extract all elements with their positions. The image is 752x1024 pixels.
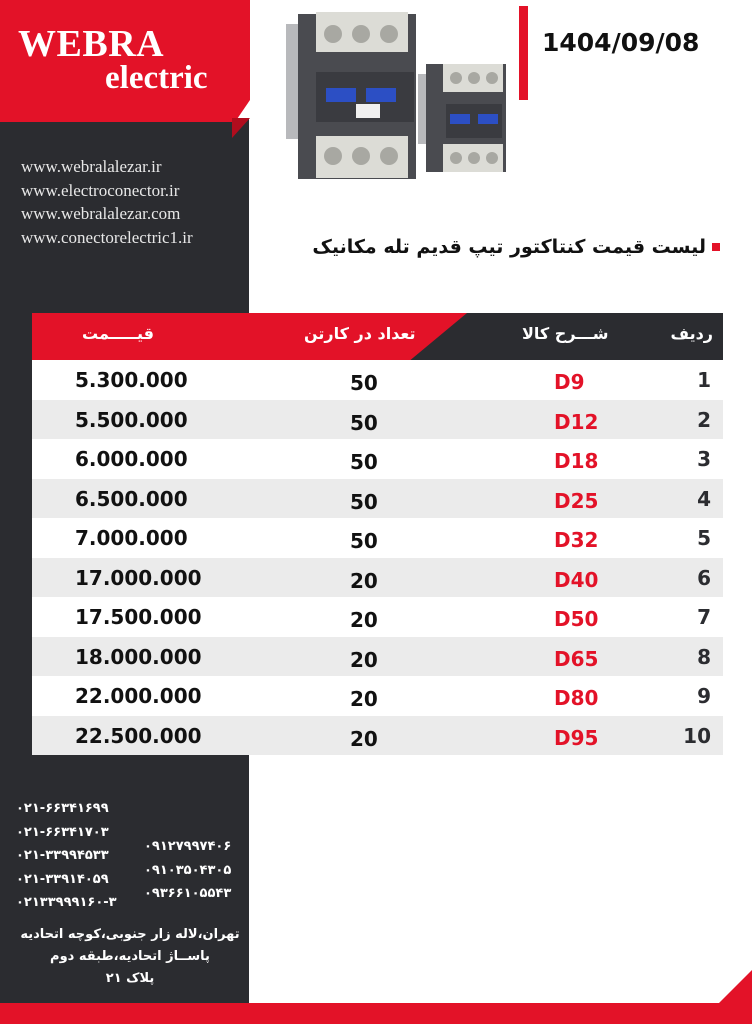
cell-quantity: 50 [350, 489, 378, 514]
table-header [32, 313, 723, 360]
contactor-product-image [278, 4, 523, 214]
website-link[interactable]: www.webralalezar.com [21, 204, 181, 223]
cell-price: 17.000.000 [75, 565, 202, 590]
table-row [32, 558, 723, 598]
cell-price: 22.500.000 [75, 723, 202, 748]
store-address [10, 924, 250, 990]
column-header-description: شـــرح کالا [522, 324, 609, 343]
column-header-quantity: تعداد در کارتن [304, 324, 416, 343]
table-row [32, 479, 723, 519]
cell-description: D9 [554, 370, 585, 394]
website-link[interactable]: www.conectorelectric1.ir [21, 227, 193, 247]
mobile-number[interactable]: ۰۹۱۲۷۹۹۷۴۰۶ [144, 839, 232, 854]
cell-quantity: 20 [350, 568, 378, 593]
date-accent-bar [519, 6, 528, 100]
cell-row-number: 9 [697, 684, 711, 708]
cell-price: 5.500.000 [75, 407, 188, 432]
cell-price: 6.500.000 [75, 486, 188, 511]
phone-number[interactable]: ۰۲۱-۳۳۹۹۴۵۳۳ [16, 848, 109, 863]
cell-price: 17.500.000 [75, 605, 202, 629]
brand-logo-tagline: electric [105, 60, 208, 96]
cell-description: D95 [554, 725, 599, 750]
cell-price: 7.000.000 [75, 526, 188, 550]
footer-band [0, 1003, 752, 1024]
website-link[interactable]: www.webralalezar.ir [21, 157, 162, 176]
cell-price: 5.300.000 [75, 368, 188, 392]
table-row [32, 400, 723, 440]
footer-corner-accent [718, 970, 752, 1004]
cell-quantity: 20 [350, 647, 378, 672]
price-list-date: 1404/09/08 [542, 28, 700, 57]
address-line: پلاک ۲۱ [105, 971, 155, 986]
cell-quantity: 50 [350, 529, 378, 553]
cell-row-number: 10 [683, 723, 711, 748]
cell-quantity: 20 [350, 608, 378, 632]
mobile-phone-list [144, 835, 231, 906]
cell-price: 22.000.000 [75, 684, 202, 708]
cell-row-number: 2 [697, 407, 711, 432]
table-row [32, 518, 723, 558]
cell-description: D12 [554, 409, 599, 434]
phone-number[interactable]: ۰۲۱-۶۶۳۴۱۶۹۹ [16, 801, 109, 816]
brand-logo-name: WEBRA [18, 23, 165, 65]
cell-quantity: 50 [350, 450, 378, 474]
cell-quantity: 50 [350, 410, 378, 435]
mobile-number[interactable]: ۰۹۳۶۶۱۰۵۵۴۳ [144, 886, 232, 901]
page-title [312, 236, 720, 258]
cell-price: 18.000.000 [75, 644, 202, 669]
website-list [21, 155, 193, 249]
table-row [32, 439, 723, 479]
cell-description: D32 [554, 528, 599, 552]
cell-row-number: 5 [697, 526, 711, 550]
cell-description: D80 [554, 686, 599, 710]
square-bullet-icon [712, 243, 720, 251]
phone-number[interactable]: ۰۲۱-۶۶۳۴۱۷۰۳ [16, 824, 109, 840]
cell-row-number: 6 [697, 565, 711, 590]
price-table [32, 313, 723, 755]
cell-description: D65 [554, 646, 599, 671]
cell-price: 6.000.000 [75, 447, 188, 471]
cell-description: D18 [554, 449, 599, 473]
table-row [32, 716, 723, 756]
column-header-price: قیـــــمت [82, 324, 155, 343]
phone-number[interactable]: ۰۲۱۳۳۹۹۹۱۶۰-۳ [16, 895, 117, 910]
mobile-number[interactable]: ۰۹۱۰۳۵۰۴۳۰۵ [144, 862, 232, 878]
cell-description: D40 [554, 567, 599, 592]
address-line: تهران،لاله زار جنوبی،کوچه اتحادیه [20, 927, 240, 942]
table-row [32, 676, 723, 716]
cell-row-number: 8 [697, 644, 711, 669]
cell-description: D50 [554, 607, 599, 631]
table-row [32, 597, 723, 637]
address-line: پاســاژ اتحادیه،طبقه دوم [50, 949, 210, 964]
phone-number[interactable]: ۰۲۱-۳۳۹۱۴۰۵۹ [16, 871, 109, 887]
website-link[interactable]: www.electroconector.ir [21, 180, 180, 200]
cell-row-number: 7 [697, 605, 711, 629]
column-header-row: ردیف [670, 324, 713, 343]
cell-quantity: 20 [350, 687, 378, 711]
table-row [32, 637, 723, 677]
page-title-text: لیست قیمت کنتاکتور تیپ قدیم تله مکانیک [312, 236, 706, 258]
cell-quantity: 20 [350, 726, 378, 751]
cell-description: D25 [554, 488, 599, 513]
cell-row-number: 4 [697, 486, 711, 511]
cell-quantity: 50 [350, 371, 378, 395]
cell-row-number: 1 [697, 368, 711, 392]
table-row [32, 360, 723, 400]
landline-phone-list [16, 797, 117, 915]
cell-row-number: 3 [697, 447, 711, 471]
